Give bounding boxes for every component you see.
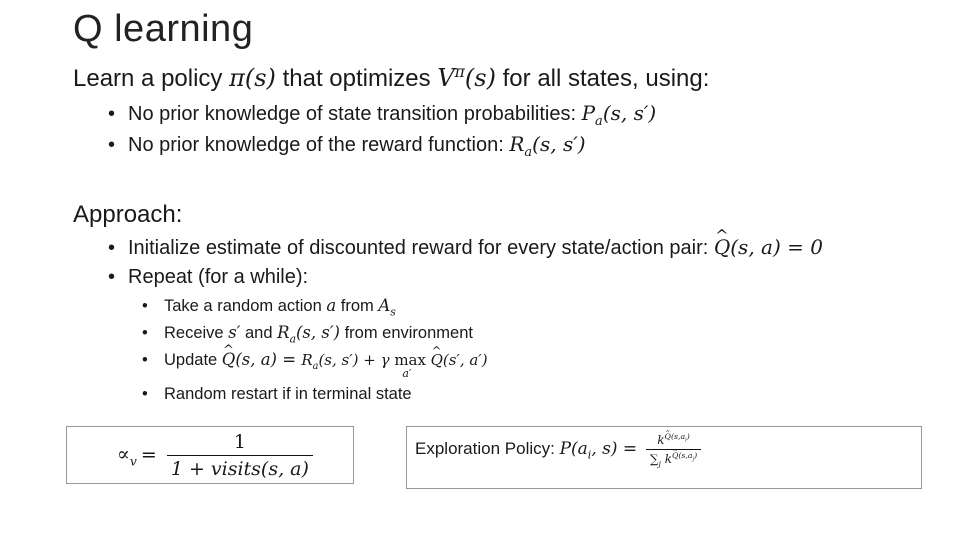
step-update: • Update ^ Q(s, $a) = R_a(s$, s′) + γ max a′ ^ Q(s′, a′)	[142, 350, 488, 370]
intro-text-c: for all states, using:	[495, 65, 710, 92]
exploration-policy-box	[406, 426, 922, 489]
update-max: max a′	[394, 351, 426, 380]
approach-heading: Approach:	[73, 201, 183, 228]
step-take-action: • Take a random action a from $A_s$	[142, 296, 396, 319]
approach-init-bullet: • Initialize estimate of discounted reward for every state/action pair: ^ Q(s, a) = 0	[108, 235, 823, 260]
prior-bullet-reward: • No prior knowledge of the reward function: $R_a(s$, s′)	[108, 132, 586, 160]
init-q-math: ^ Q(s, a) = 0	[714, 235, 823, 259]
intro-policy-math: π(s)	[229, 64, 276, 92]
learning-rate-box	[66, 426, 354, 484]
step-restart: • Random restart if in terminal state	[142, 385, 412, 403]
exploration-policy-label: Exploration Policy:	[415, 438, 560, 458]
intro-line	[73, 64, 709, 93]
slide-title: Q learning	[73, 8, 254, 50]
approach-repeat-bullet: • Repeat (for a while):	[108, 266, 309, 288]
intro-value-math: $V^\pi(s)$	[437, 63, 496, 92]
learning-rate-formula: $\propto_v$ = $\frac{1}{\text{1 + visits(s, a)}}$	[117, 431, 313, 480]
prior-bullet-transition: • No prior knowledge of state transition probabilities: $P_a(s$, s′)	[108, 101, 657, 129]
intro-text-a: Learn a policy	[73, 65, 230, 92]
intro-text-b: that optimizes	[275, 65, 438, 92]
exploration-policy-formula: Exploration Policy: $P(a_i$, s) = $\frac{k^{Q(s,a_i)}}{\sum_j k^{Q(s,a_j)}}$	[415, 433, 701, 466]
step-receive: • Receive s′ and $R_a(s$, s′) from environment	[142, 323, 473, 346]
